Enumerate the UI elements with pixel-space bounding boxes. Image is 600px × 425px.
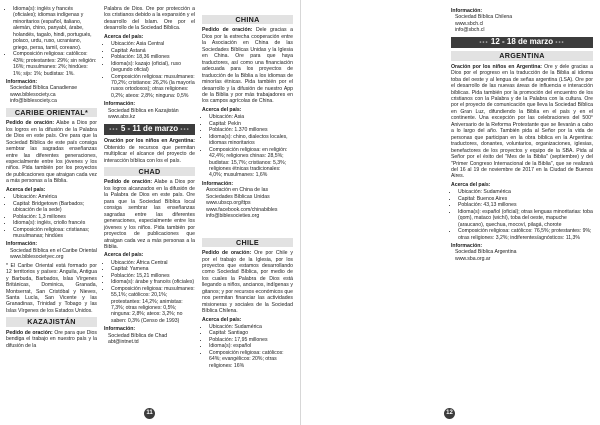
week-date-band	[104, 124, 195, 135]
argentina-about-list	[451, 189, 593, 241]
date-band-2-label: 12 - 18 de marzo	[490, 36, 554, 46]
kazajistan-heading: KAZAJISTÁN	[6, 317, 97, 326]
caribe-info-web[interactable]: www.biblesocietyec.org	[10, 254, 64, 261]
argentina-location: • Ubicación: Sudamérica	[458, 189, 593, 195]
argentina-children-prayer	[104, 138, 195, 164]
chile-prayer	[202, 250, 293, 315]
chile-prayer-label: Pedido de oración:	[202, 250, 252, 257]
argentina-population: • Población: 43,13 millones	[458, 202, 593, 208]
kazajistan-info-title: Información:	[104, 101, 136, 108]
kazajistan-about-list	[104, 41, 195, 99]
chile-population: • Población: 17,95 millones	[209, 337, 293, 343]
canada-info-title: Información:	[6, 78, 38, 85]
canada-info-org: Sociedad Bíblica Canadiense	[10, 85, 78, 92]
kazajistan-capital: • Capital: Astaná	[111, 48, 195, 54]
caribe-prayer-text: Alabe a Dios por los logros en la difusión de la Palabra de Dios en este país. Ore para que la Sociedad Bíblica de este país consiga sembrar las sagradas enseñanzas entre las diferentes generaciones, especialmente entre los jóvenes y los niños. Pida también por los proyectos de publicaciones que atraigan cada vez a más personas a la Biblia.	[6, 120, 97, 185]
kazajistan-religion: • Composición religiosa: musulmanes: 70,2%; cristianos: 26,2% (la mayoría rusos ortodoxos); otras religiones: 0,2%; ateos: 2,8%; ninguna: 0,5%	[111, 74, 195, 100]
argentina-info-title: Información:	[451, 242, 483, 249]
canada-religion: • Composición religiosa: católicos: 43%; protestantes: 29%; sin religión: 16%; musulmanes: 2%; hindúes: 1%; sijs: 1%; budistas: 1%.	[13, 51, 97, 77]
caribe-prayer-label: Pedido de oración:	[6, 120, 55, 127]
kazajistan-about-title: Acerca del país:	[104, 33, 144, 40]
kazajistan-prayer-label: Pedido de oración:	[6, 329, 53, 336]
chile-info-email[interactable]: info@sbch.cl	[455, 27, 485, 34]
argentina-prayer	[451, 64, 593, 180]
caribe-info-title: Información:	[6, 241, 38, 248]
china-info-email[interactable]: info@biblesocieties.org	[206, 213, 260, 220]
caribe-info-org: Sociedad Bíblica en el Caribe Oriental	[10, 247, 97, 254]
canada-info-web[interactable]: www.biblesociety.ca	[10, 91, 56, 98]
caribe-population: • Población: 1,3 millones	[13, 214, 97, 220]
chad-info-title: Información:	[104, 326, 136, 333]
argentina-languages: • Idioma(s): español (oficial); otras lenguas minoritarias: toba (qom), mataco (wichí), toba del oeste, mapuche (araucano), quechua, mocoví, pilagá, chorote	[458, 209, 593, 228]
caribe-location: • Ubicación: América	[13, 194, 97, 200]
chad-about-title: Acerca del país:	[104, 252, 144, 259]
column-4	[451, 6, 593, 262]
column-1	[6, 6, 97, 351]
china-about-list	[202, 114, 293, 179]
china-location: • Ubicación: Asia	[209, 114, 293, 120]
china-religion: • Composición religiosa: en religión: 42,4%; religiones chinas: 28,5%; budistas: 15,7%; cristianos: 5,3%; religiones étnicas tradicionales: 4,0%; musulmanes: 1,6%	[209, 147, 293, 179]
argentina-religion: • Composición religiosa: católicos: 76,5%; protestantes: 9%; otras religiones: 3,2%; indiferentes/agnósticos: 11,3%	[458, 228, 593, 241]
kazajistan-prayer	[6, 330, 97, 349]
argentina-prayer-text: Ore y dele gracias a Dios por el progreso en la traducción de la Biblia al idioma toba del oeste y al lengua de señas argentina (LSA). Ore por el desarrollo de las nuevas áreas de influencia e interacción bíblicas. Pida también por la promoción del encuentro de los cristianos con la Palabra y de la Palabra con la cultura. Ore por el proyecto de comunicación que lleva la Sociedad Bíblica en Gran Luz, difundiendo la Biblia en el país y en el continente. Una excepción por las celebraciones del 500° Aniversario de la Reforma Protestante que se llevarán a cabo a lo largo del año. También pida al Señor por la vida de personas que participan en la obra bíblica en la Argentina: traductores, donantes, voluntarios, organizaciones, iglesias, benefactores de los proyectos y equipo de la SBA. Pida al Señor por el éxito del "Mes de la Biblia" (septiembre) y del "Primer Congreso Internacional de la Biblia", que se realizará del 16 al 19 de noviembre de 2017 en la Ciudad de Buenos Aires.	[451, 63, 593, 180]
chad-location: • Ubicación: África Central	[111, 260, 195, 266]
kazajistan-info-org: Sociedad Bíblica en Kazajistán	[108, 107, 179, 114]
chile-heading: CHILE	[202, 238, 293, 247]
china-heading: CHINA	[202, 15, 293, 24]
chad-religion: • Composición religiosa: musulmanes: 55,1%; católicos: 20,1%; protestantes: 14,2%; animistas: 7,3%; otras religiones: 0,5%; ninguna: 2,8%; ateos: 3,2%; no saben: 0,3% (Censo de 1993)	[111, 286, 195, 325]
kazajistan-location: • Ubicación: Asia Central	[111, 41, 195, 47]
china-info-title: Información:	[202, 180, 234, 187]
canada-info-email[interactable]: info@biblesociety.ca	[10, 98, 57, 105]
china-about-title: Acerca del país:	[202, 106, 242, 113]
chile-info-web[interactable]: www.sbch.cl	[455, 20, 484, 27]
chile-info-org: Sociedad Bíblica Chilena	[455, 14, 513, 21]
china-languages: • Idioma(s): chino, dialectos locales, idiomas minoritarios	[209, 134, 293, 147]
china-prayer-label: Pedido de oración:	[202, 27, 253, 34]
chad-info-email[interactable]: abt@intnet.td	[108, 339, 139, 346]
chile-languages: • Idioma(s): español	[209, 343, 293, 349]
china-population: • Población: 1.370 millones	[209, 127, 293, 133]
canada-about-cont	[6, 6, 97, 77]
argentina-prayer-label: Oración por los niños en Argentina:	[451, 63, 543, 70]
page-number-right: 12	[444, 408, 455, 419]
china-prayer	[202, 27, 293, 104]
week-date-band-2	[451, 37, 593, 48]
argentina-about-title: Acerca del país:	[451, 181, 491, 188]
argentina-children-label: Oración por los niños en Argentina:	[104, 138, 195, 145]
china-info-facebook[interactable]: www.facebook.com/chinabibles	[206, 206, 278, 213]
caribe-about-list	[6, 194, 97, 239]
argentina-children-text: Obtenido de recursos que permitan multiplicar el alcance del proyecto de interacción bíblica con los el país.	[104, 144, 195, 164]
chile-prayer-text: Ore por Chile y por el trabajo de la Iglesia, por los proyectos que estamos desarrollando como Sociedad Bíblica, por medio de los cuales la Palabra de Dios está llegando a niños, ancianos, indígenas y gitanos; y por recursos económicos que nos permitan financiar las actividades misioneras y sociales de la Sociedad Bíblica Chilena.	[202, 250, 293, 315]
date-band-label: 5 - 11 de marzo	[120, 123, 179, 133]
china-prayer-text: Dele gracias a Dios por la estrecha cooperación entre la Asociación en China de las Sociedades Bíblicas Unidas y la Iglesia en China. Ore para que haya traductores, así como una financiación adecuada para los proyectos de traducción de la Biblia a los idiomas de minorías étnicas. Pida también por el desarrollo y la difusión de nuestro App de la Biblia y por más trabajadores en los campos agrícolas de China.	[202, 27, 293, 105]
chad-capital: • Capital: Yamena	[111, 266, 195, 272]
chile-info-title: Información:	[451, 8, 483, 14]
chile-about-title: Acerca del país:	[202, 316, 242, 323]
chad-info-org: Sociedad Bíblica de Chad	[108, 332, 168, 339]
chad-prayer	[104, 179, 195, 250]
argentina-info-org: Sociedad Bíblica Argentina	[455, 249, 517, 256]
caribe-languages: • Idioma(s): inglés, criollo francés	[13, 220, 97, 226]
date-band-2-dots-left: •••	[479, 39, 489, 46]
chile-location: • Ubicación: Sudamérica	[209, 324, 293, 330]
chile-religion: • Composición religiosa: católicos: 64%; evangélicos: 20%; otras religiones: 16%	[209, 350, 293, 369]
chad-population: • Población: 15,21 millones	[111, 273, 195, 279]
kazajistan-prayer-cont: Palabra de Dios. Ore por protección a los cristianos debido a la expansión y el desarrollo del Islam. Ore por el desarrollo de la Sociedad Bíblica.	[104, 6, 195, 32]
caribe-capital: • Capital: Bridgetown (Barbados; ubicación de la sede)	[13, 201, 97, 214]
argentina-heading: ARGENTINA	[451, 51, 593, 60]
page-number-left: 11	[144, 408, 155, 419]
argentina-info-web[interactable]: www.sba.org.ar	[455, 255, 491, 262]
column-2	[104, 6, 195, 346]
canada-languages: • Idioma(s): inglés y francés (oficiales); idiomas indígenas y minoritarios (español, italiano, alemán, chino, panyabí, árabe, holandés, tagalo, hindi, portugués, polaco, urdu, ruso, ucraniano, griego, persa, tamil, coreano).	[13, 6, 97, 51]
chad-prayer-text: Alabe a Dios por los logros alcanzados en la difusión de la Palabra de Dios en este país. Ore para que la Sociedad Bíblica local consiga sembrar las enseñanzas sagradas entre las diferentes generaciones, especialmente entre los jóvenes y los niños. Pida también por proyectos de publicaciones que atraigan cada vez a más personas a la Biblia.	[104, 179, 195, 250]
caribe-prayer	[6, 120, 97, 185]
china-info-org: Asociación en China de las Sociedades Bíblicas Unidas	[206, 187, 270, 200]
caribe-religion: • Composición religiosa: cristianas; musulmanas; hindúes	[13, 227, 97, 240]
china-info-web[interactable]: www.ubscp.org/ttps	[206, 200, 251, 207]
caribe-about-title: Acerca del país:	[6, 186, 46, 193]
chad-heading: CHAD	[104, 167, 195, 176]
date-band-dots-left: •••	[109, 126, 119, 133]
date-band-dots-right: •••	[180, 126, 190, 133]
chad-languages: • Idioma(s): árabe y francés (oficiales)	[111, 279, 195, 285]
caribe-heading: CARIBE ORIENTAL*	[6, 108, 97, 117]
chad-about-list	[104, 260, 195, 325]
chile-capital: • Capital: Santiago	[209, 330, 293, 336]
kazajistan-info-web[interactable]: www.abs.kz	[108, 114, 136, 121]
china-capital: • Capital: Pekín	[209, 121, 293, 127]
date-band-2-dots-right: •••	[555, 39, 565, 46]
chad-prayer-label: Pedido de oración:	[104, 179, 153, 186]
column-3	[202, 6, 293, 371]
argentina-capital: • Capital: Buenos Aires	[458, 196, 593, 202]
chile-about-list	[202, 324, 293, 369]
kazajistan-prayer-text: Ore para que Dios bendiga el trabajo en nuestro país y la difusión de la	[6, 329, 97, 349]
caribe-footnote: * El Caribe Oriental está formado por 12 territorios y países: Anguila, Antigua y Barbuda, Barbados, Islas Vírgenes Británicas, Dominica, Granada, Montserrat, San Cristóbal y Nieves, Santa Lucía, San Vicente y las Granadinas, Trinidad y Tobago y las Islas Vírgenes de los Estados Unidos.	[6, 262, 97, 314]
kazajistan-languages: • Idioma(s): kazajo (oficial), ruso (segundo oficial)	[111, 61, 195, 74]
kazajistan-population: • Población: 18,36 millones	[111, 54, 195, 60]
page-right	[300, 0, 600, 425]
